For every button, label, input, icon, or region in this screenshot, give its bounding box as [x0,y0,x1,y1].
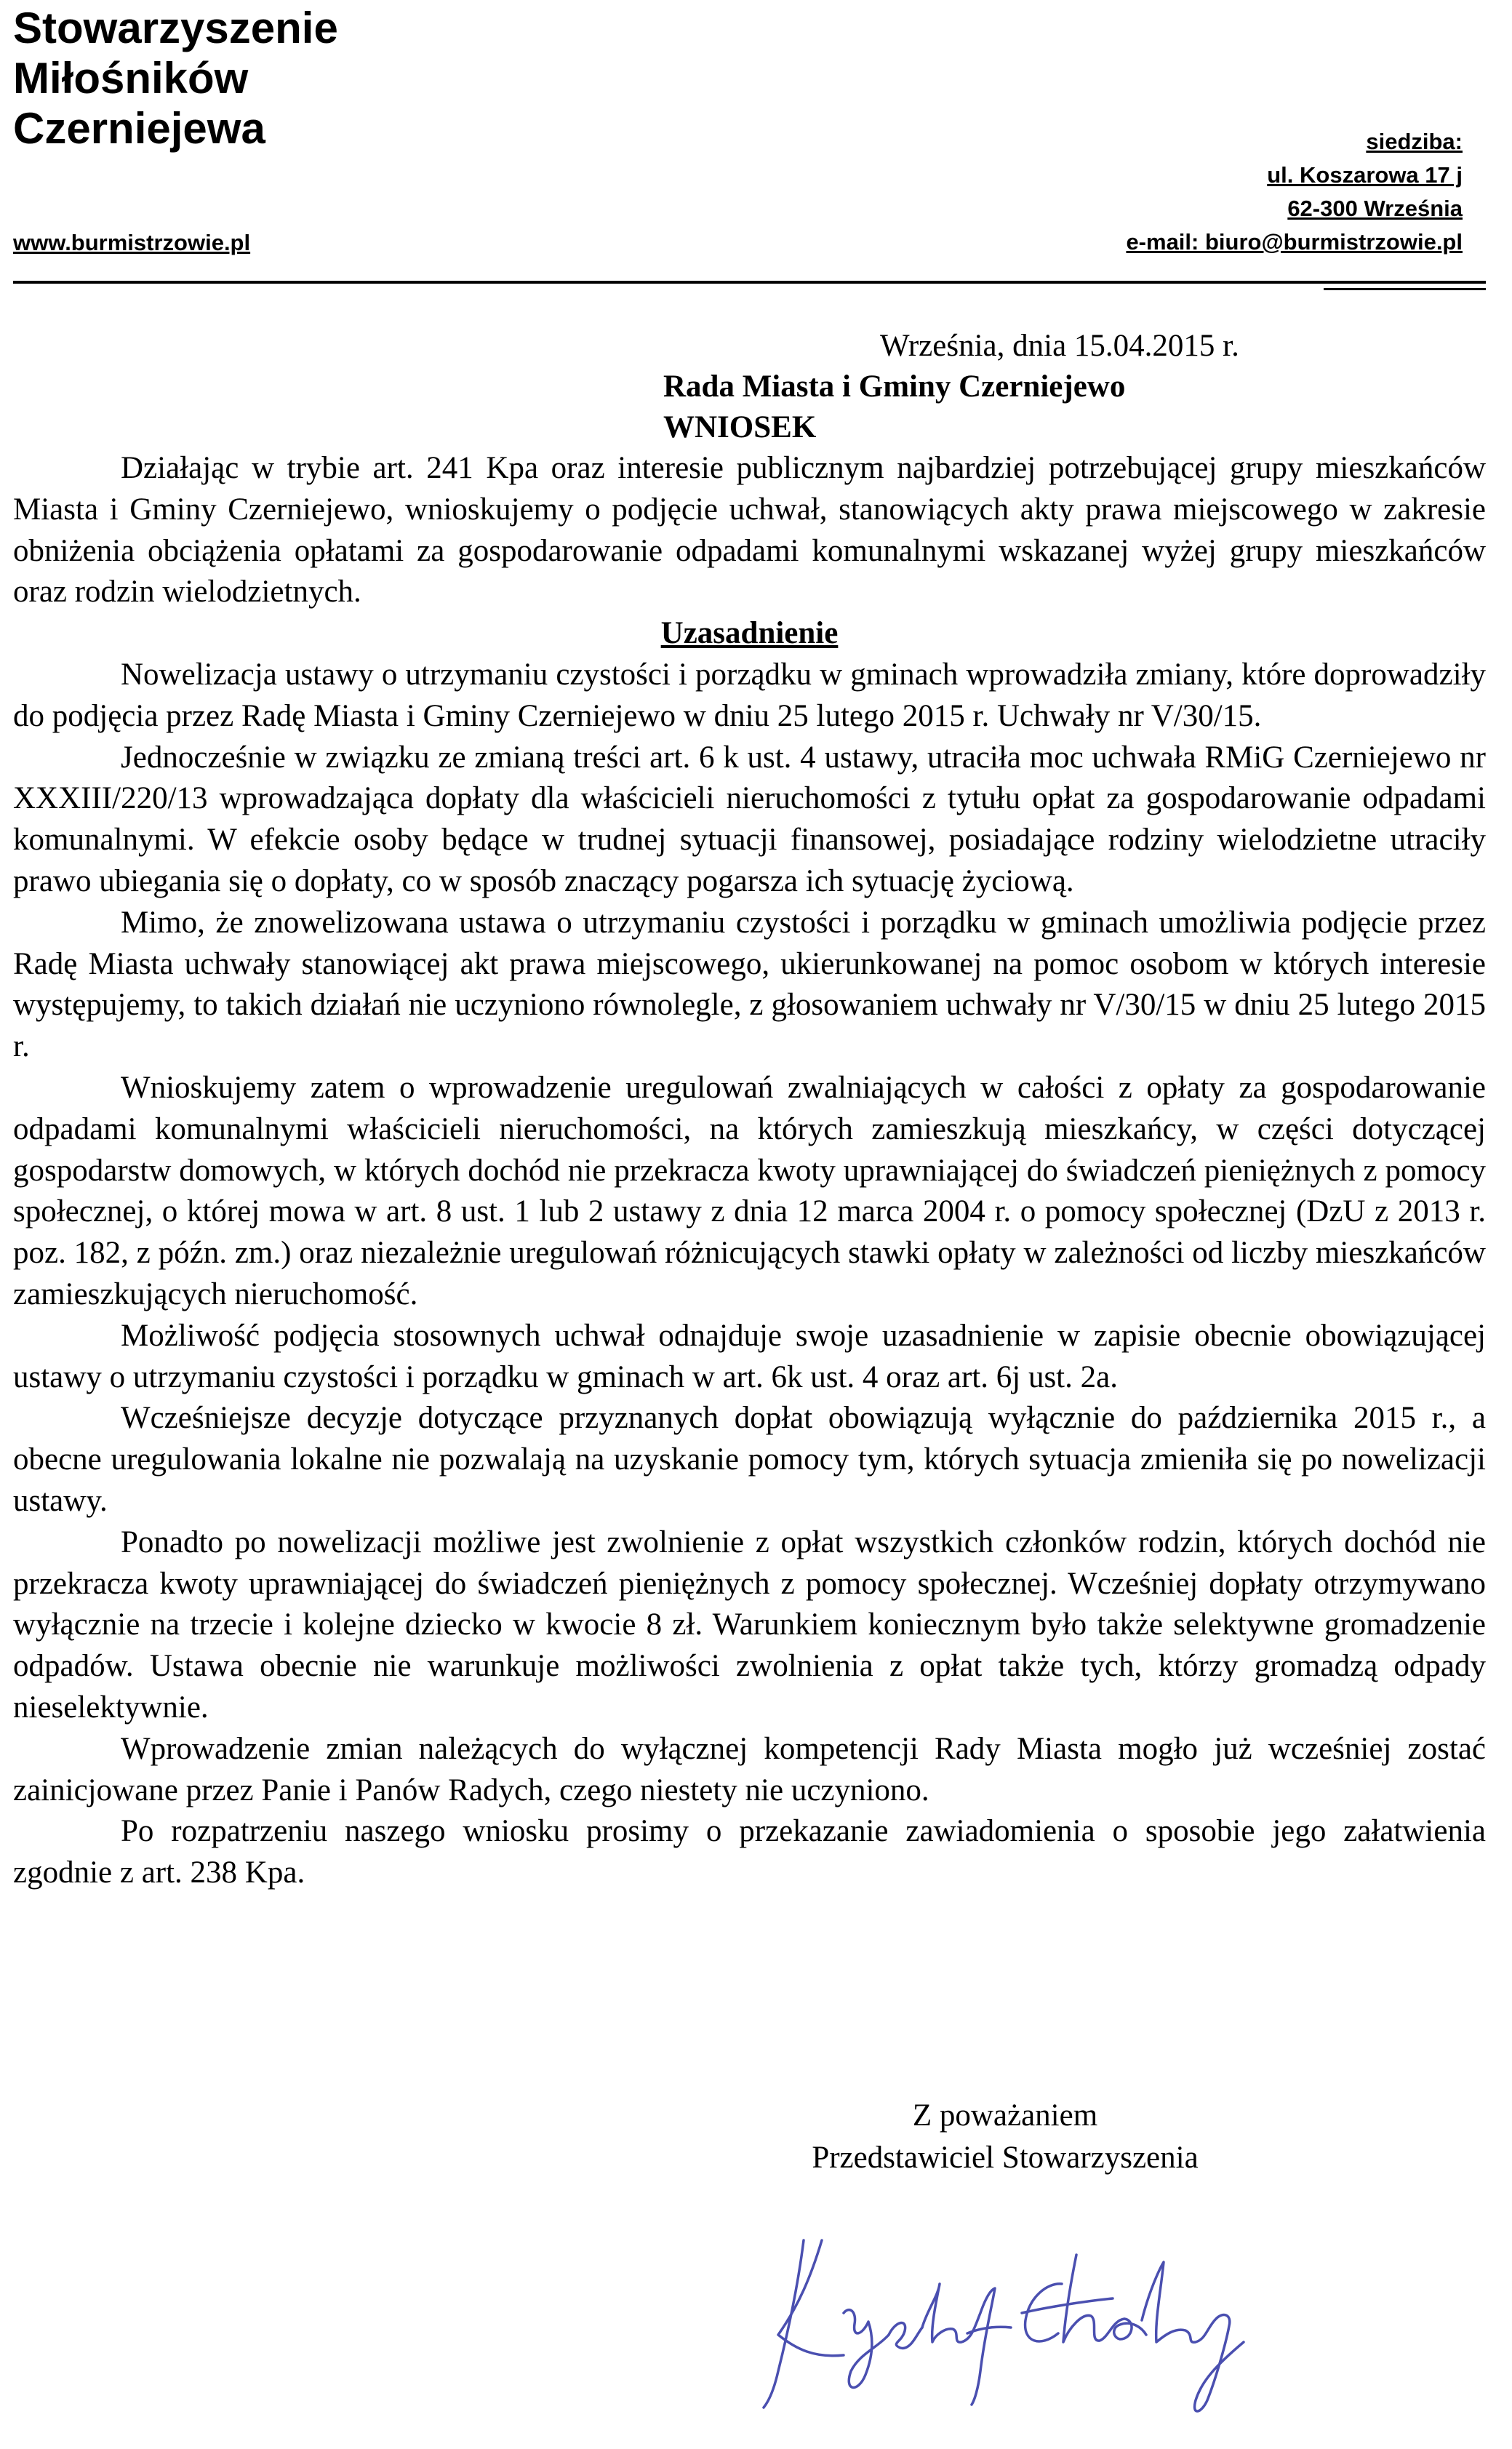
justification-heading: Uzasadnienie [660,616,839,651]
address-block [1126,125,1463,259]
closing-block [772,2095,1238,2179]
website-link[interactable]: www.burmistrzowie.pl [13,230,251,255]
organization-name [13,3,338,153]
paragraph: Po rozpatrzeniu naszego wniosku prosimy o przekazanie zawiadomienia o sposobie jego załatwienia zgodnie z art. 238 Kpa. [13,1814,1486,1890]
address-city: 62-300 Września [1287,196,1463,221]
recipient: Rada Miasta i Gminy Czerniejewo [663,369,1126,404]
paragraph: Wcześniejsze decyzje dotyczące przyznanych dopłat obowiązują wyłącznie do października 2015 r., a obecne uregulowania lokalne nie pozwalają na uzyskanie pomocy tym, których sytuacja zmieniła się po nowelizacji ustawy. [13,1401,1486,1518]
signatory: Przedstawiciel Stowarzyszenia [812,2141,1199,2175]
email-link[interactable]: e-mail: biuro@burmistrzowie.pl [1126,229,1463,255]
place-date: Września, dnia 15.04.2015 r. [880,329,1239,363]
paragraph: Wnioskujemy zatem o wprowadzenie uregulowań zwalniających w całości z opłaty za gospodarowanie odpadami komunalnymi właścicieli nieruchomości, na których zamieszkują mieszkańcy, w części dotyczącej gospodarstw domowych, w których dochód nie przekracza kwoty uprawniającej do świadczeń pieniężnych z pomocy społecznej, o której mowa w art. 8 ust. 1 lub 2 ustawy z dnia 12 marca 2004 r. o pomocy społecznej (DzU z 2013 r. poz. 182, z późn. zm.) oraz niezależnie uregulowań różnicujących stawki opłaty w zależności od liczby mieszkańców zamieszkujących nieruchomość. [13,1070,1486,1311]
paragraph: Wprowadzenie zmian należących do wyłącznej kompetencji Rady Miasta mogło już wcześniej zostać zainicjowane przez Panie i Panów Radych, czego niestety nie uczyniono. [13,1731,1486,1807]
org-name-line-1: Stowarzyszenie [13,4,338,52]
org-name-line-2: Miłośników [13,54,249,103]
address-street: ul. Koszarowa 17 j [1267,162,1463,188]
header-divider [13,281,1486,284]
paragraph: Możliwość podjęcia stosownych uchwał odnajduje swoje uzasadnienie w zapisie obecnie obowiązującej ustawy o utrzymaniu czystości i porządku w gminach w art. 6k ust. 4 oraz art. 6j ust. 2a. [13,1318,1486,1394]
paragraph: Jednocześnie w związku ze zmianą treści art. 6 k ust. 4 ustawy, utraciła moc uchwała RMiG Czerniejewo nr XXXIII/220/13 wprowadzająca dopłaty dla właścicieli nieruchomości z tytułu opłat za gospodarowanie odpadami komunalnymi. W efekcie osoby będące w trudnej sytuacji finansowej, posiadające rodziny wielodzietne utraciły prawo ubiegania się o dopłaty, co w sposób znaczący pogarsza ich sytuację życiową. [13,740,1486,898]
paragraph: Mimo, że znowelizowana ustawa o utrzymaniu czystości i porządku w gminach umożliwia podjęcie przez Radę Miasta uchwały stanowiącej akt prawa miejscowego, ukierunkowanej na pomoc osobom w których interesie występujemy, to takich działań nie uczyniono równolegle, z głosowaniem uchwały nr V/30/15 w dniu 25 lutego 2015 r. [13,905,1486,1064]
letter-body [13,448,1486,1894]
closing-phrase: Z poważaniem [912,2098,1098,2133]
recipient-block [663,367,1125,448]
seat-label: siedziba: [1366,129,1463,154]
paragraph: Ponadto po nowelizacji możliwe jest zwolnienie z opłat wszystkich członków rodzin, których dochód nie przekracza kwoty uprawniającej do świadczeń pieniężnych z pomocy społecznej. Wcześniej dopłaty otrzymywano wyłącznie na trzecie i kolejne dziecko w kwocie 8 zł. Warunkiem koniecznym było także selektywne gromadzenie odpadów. Ustawa obecnie nie warunkuje możliwości zwolnienia z opłat także tych, którzy gromadzą odpady nieselektywnie. [13,1525,1486,1725]
header-divider-tail [1324,288,1486,290]
paragraph: Nowelizacja ustawy o utrzymaniu czystości i porządku w gminach wprowadziła zmiany, które doprowadziły do podjęcia przez Radę Miasta i Gminy Czerniejewo w dniu 25 lutego 2015 r. Uchwały nr V/30/15. [13,657,1486,733]
handwritten-signature [735,2226,1280,2422]
org-name-line-3: Czerniejewa [13,104,265,153]
intro-paragraph: Działając w trybie art. 241 Kpa oraz interesie publicznym najbardziej potrzebującej grupy mieszkańców Miasta i Gminy Czerniejewo, wnioskujemy o podjęcie uchwał, stanowiących akty prawa miejscowego w zakresie obniżenia obciążenia opłatami za gospodarowanie odpadami komunalnymi wskazanej wyżej grupy mieszkańców oraz rodzin wielodzietnych. [13,451,1486,610]
document-type: WNIOSEK [663,410,817,444]
